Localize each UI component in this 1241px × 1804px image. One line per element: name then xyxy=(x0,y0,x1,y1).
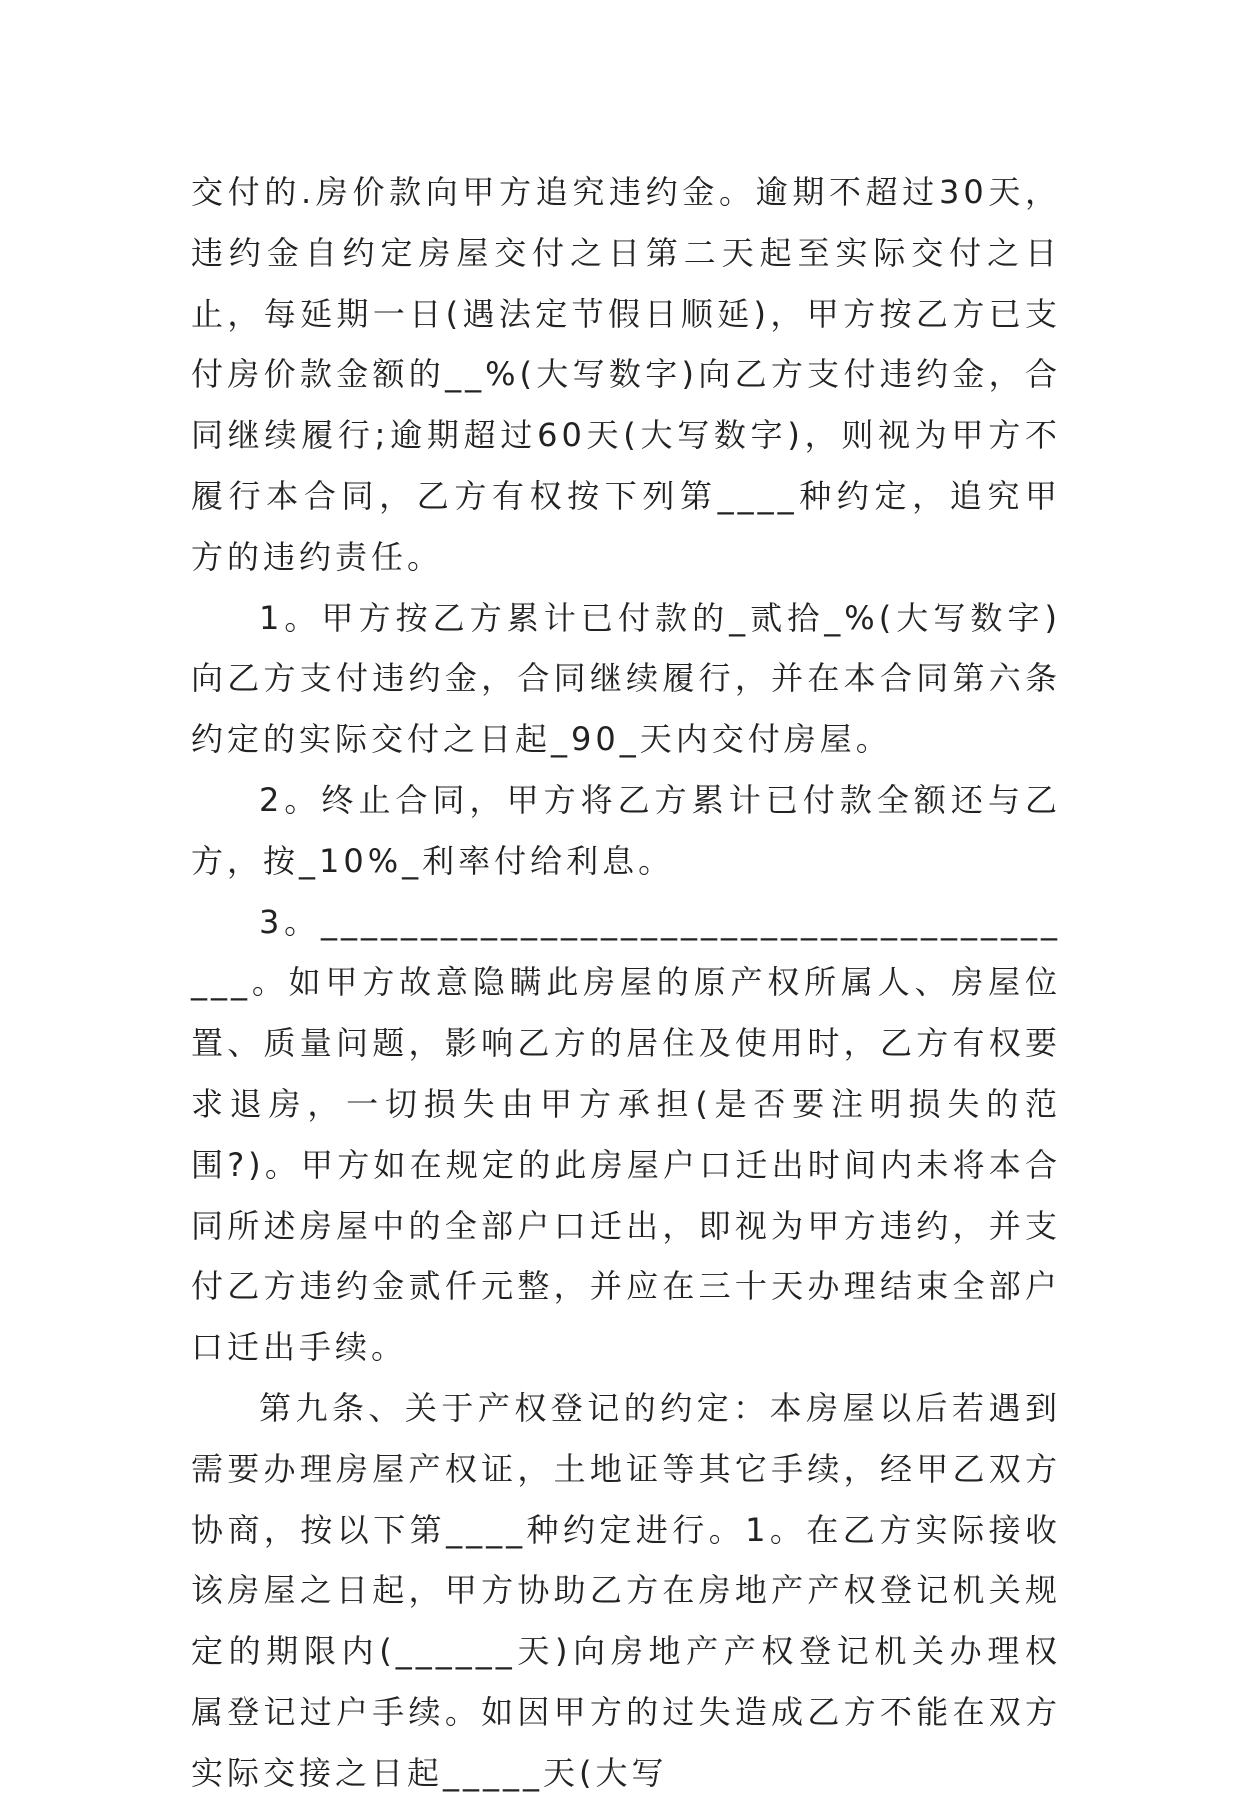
document-body xyxy=(191,162,1061,1804)
paragraph-article-9: 第九条、关于产权登记的约定：本房屋以后若遇到需要办理房屋产权证，土地证等其它手续，经甲乙双方协商，按以下第____种约定进行。1。在乙方实际接收该房屋之日起，甲方协助乙方在房地产产权登记机关规定的期限内(______天)向房地产产权登记机关办理权属登记过户手续。如因甲方的过失造成乙方不能在双方实际交接之日起_____天(大写 xyxy=(191,1388,1061,1792)
paragraph-option-3: 3。________________________________________。如甲方故意隐瞒此房屋的原产权所属人、房屋位置、质量问题，影响乙方的居住及使用时，乙方有权要求退房，一切损失由甲方承担(是否要注明损失的范围?)。甲方如在规定的此房屋户口迁出时间内未将本合同所述房屋中的全部户口迁出，即视为甲方违约，并支付乙方违约金贰仟元整，并应在三十天办理结束全部户口迁出手续。 xyxy=(191,902,1061,1367)
paragraph-option-1: 1。甲方按乙方累计已付款的_贰拾_%(大写数字)向乙方支付违约金，合同继续履行，并在本合同第六条约定的实际交付之日起_90_天内交付房屋。 xyxy=(191,598,1061,759)
paragraph-penalty-terms: 交付的.房价款向甲方追究违约金。逾期不超过30天，违约金自约定房屋交付之日第二天起至实际交付之日止，每延期一日(遇法定节假日顺延)，甲方按乙方已支付房价款金额的__%(大写数字)向乙方支付违约金，合同继续履行;逾期超过60天(大写数字)，则视为甲方不履行本合同，乙方有权按下列第____种约定，追究甲方的违约责任。 xyxy=(191,173,1061,576)
paragraph-option-2: 2。终止合同，甲方将乙方累计已付款全额还与乙方，按_10%_利率付给利息。 xyxy=(191,780,1061,880)
